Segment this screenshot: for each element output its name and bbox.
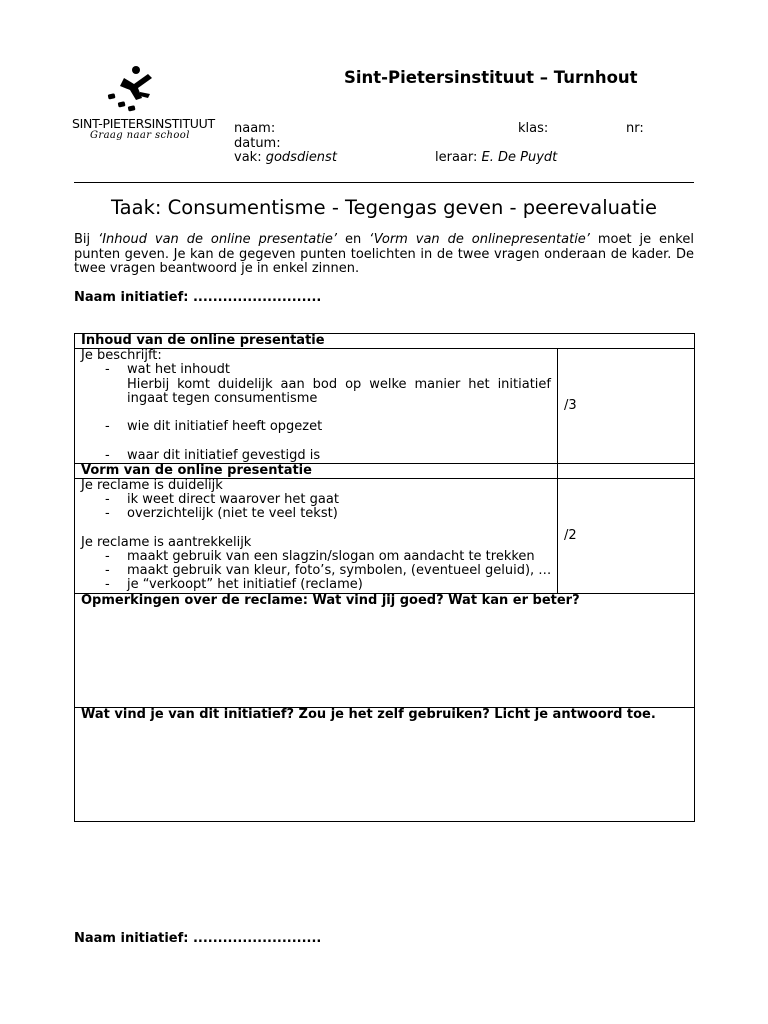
vorm-item-verkoopt: - je “verkoopt” het initiatief (reclame) bbox=[81, 578, 557, 592]
inhoud-item-wie: - wie dit initiatief heeft opgezet bbox=[81, 420, 557, 434]
header-divider bbox=[74, 182, 694, 183]
inhoud-score: /3 bbox=[558, 349, 695, 464]
vorm-list-aantrekkelijk bbox=[81, 550, 557, 593]
logo-tagline: Graag naar school bbox=[90, 130, 190, 141]
klas-label: klas: bbox=[518, 121, 549, 136]
inhoud-item-waar: - waar dit initiatief gevestigd is bbox=[81, 449, 557, 463]
intro-text-3: en bbox=[337, 232, 370, 247]
intro-vorm-ref: ‘Vorm van de onlinepresentatie’ bbox=[369, 232, 590, 247]
vorm-item-overzichtelijk: - overzichtelijk (niet te veel tekst) bbox=[81, 507, 557, 521]
vorm-lead-duidelijk: Je reclame is duidelijk bbox=[81, 478, 223, 493]
vorm-item-slogan: - maakt gebruik van een slagzin/slogan om aandacht te trekken bbox=[81, 550, 557, 564]
vorm-item-direct: - ik weet direct waarover het gaat bbox=[81, 493, 557, 507]
section-inhoud-row bbox=[75, 349, 695, 464]
naam-initiatief-top: Naam initiatief: .......................... bbox=[74, 290, 322, 305]
section-inhoud-header-row bbox=[75, 334, 695, 349]
inhoud-item-wat: - wat het inhoudt bbox=[81, 363, 557, 377]
vorm-score: /2 bbox=[558, 479, 695, 594]
section-vorm-header-row bbox=[75, 463, 695, 478]
intro-text-1: Bij bbox=[74, 232, 99, 247]
inhoud-lead: Je beschrijft: bbox=[81, 348, 162, 364]
intro-text-5: moet je enkel punten geven. Je kan de gegeven punten toelichten in de twee vragen onderaan de kader. De twee vragen beantwoord je in enkel zinnen. bbox=[74, 232, 694, 276]
inhoud-list-3 bbox=[81, 449, 557, 463]
inhoud-item-wat-note: Hierbij komt duidelijk aan bod op welke manier het initiatief ingaat tegen consumentisme bbox=[127, 376, 551, 406]
inhoud-list-2 bbox=[81, 420, 557, 434]
vak-field bbox=[234, 150, 337, 165]
vorm-list-duidelijk bbox=[81, 493, 557, 521]
evaluation-table bbox=[74, 333, 695, 822]
leraar-label: leraar: bbox=[435, 150, 478, 165]
naam-label: naam: bbox=[234, 121, 276, 136]
school-logo bbox=[70, 64, 215, 148]
vorm-lead-aantrekkelijk: Je reclame is aantrekkelijk bbox=[81, 534, 252, 550]
question-initiatief-row bbox=[75, 707, 695, 821]
question-opmerkingen-row bbox=[75, 593, 695, 707]
nr-label: nr: bbox=[626, 121, 644, 136]
vak-value: godsdienst bbox=[265, 150, 337, 165]
section-vorm-header-blank bbox=[558, 463, 695, 478]
school-title: Sint-Pietersinstituut – Turnhout bbox=[344, 68, 638, 87]
inhoud-list bbox=[81, 363, 557, 377]
vak-label: vak: bbox=[234, 150, 262, 165]
naam-initiatief-bottom: Naam initiatief: .......................... bbox=[74, 931, 322, 946]
leraar-field bbox=[435, 150, 557, 165]
leraar-value: E. De Puydt bbox=[481, 150, 558, 165]
intro-paragraph bbox=[74, 233, 694, 277]
logo-wordmark: SINT-PIETERSINSTITUUT bbox=[72, 116, 215, 131]
section-inhoud-title: Inhoud van de online presentatie bbox=[75, 334, 695, 349]
section-inhoud-criteria bbox=[75, 349, 558, 464]
task-title: Taak: Consumentisme - Tegengas geven - peerevaluatie bbox=[110, 196, 658, 219]
question-initiatief: Wat vind je van dit initiatief? Zou je het zelf gebruiken? Licht je antwoord toe. bbox=[75, 707, 695, 821]
section-vorm-row bbox=[75, 479, 695, 594]
section-vorm-criteria bbox=[75, 479, 558, 594]
section-vorm-title: Vorm van de online presentatie bbox=[75, 463, 558, 478]
intro-inhoud-ref: ‘Inhoud van de online presentatie’ bbox=[98, 232, 338, 247]
vorm-item-kleur: - maakt gebruik van kleur, foto’s, symbolen, (eventueel geluid), … bbox=[81, 564, 557, 578]
jumping-figure-icon bbox=[70, 64, 206, 116]
datum-label: datum: bbox=[234, 136, 281, 151]
question-opmerkingen: Opmerkingen over de reclame: Wat vind jij goed? Wat kan er beter? bbox=[75, 593, 695, 707]
